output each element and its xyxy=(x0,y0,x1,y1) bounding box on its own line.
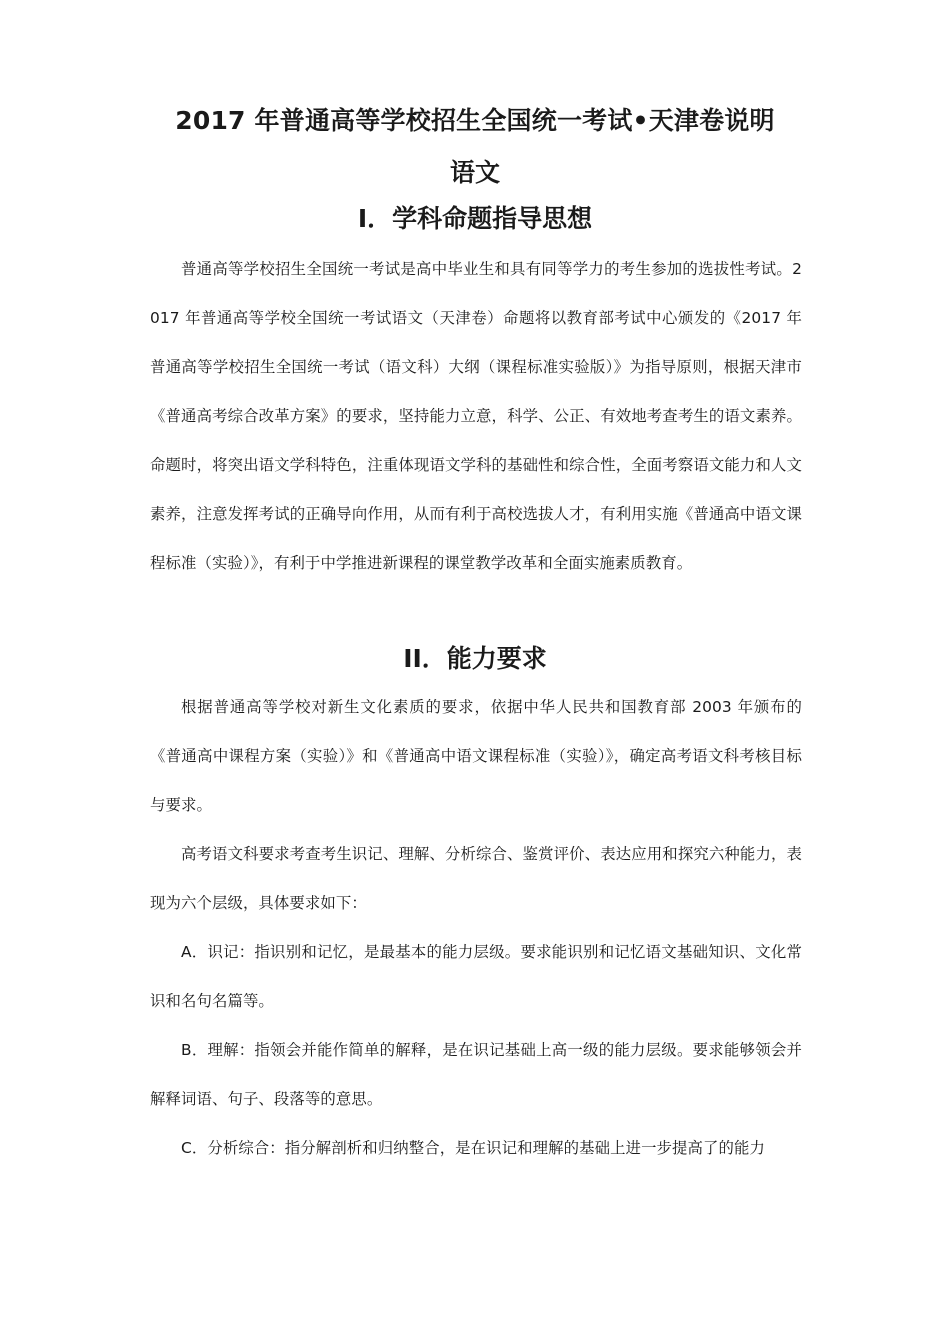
paragraph-guiding-principles: 普通高等学校招生全国统一考试是高中毕业生和具有同等学力的考生参加的选拔性考试。2017 年普通高等学校全国统一考试语文（天津卷）命题将以教育部考试中心颁发的《2017 年普通高等学校招生全国统一考试（语文科）大纲（课程标准实验版）》为指导原则，根据天津市《普通高考综合改革方案》的要求，坚持能力立意，科学、公正、有效地考查考生的语文素养。命题时，将突出语文学科特色，注重体现语文学科的基础性和综合性，全面考察语文能力和人文素养，注意发挥考试的正确导向作用，从而有利于高校选拔人才，有利用实施《普通高中语文课程标准（实验）》，有利于中学推进新课程的课堂教学改革和全面实施素质教育。 xyxy=(150,260,802,572)
paragraph-six-abilities: 高考语文科要求考查考生识记、理解、分析综合、鉴赏评价、表达应用和探究六种能力，表现为六个层级，具体要求如下： xyxy=(150,845,802,912)
paragraph-level-b: B．理解：指领会并能作简单的解释，是在识记基础上高一级的能力层级。要求能够领会并解释词语、句子、段落等的意思。 xyxy=(150,1041,802,1108)
paragraph-level-c: C．分析综合：指分解剖析和归纳整合，是在识记和理解的基础上进一步提高了的能力 xyxy=(181,1139,765,1157)
section-heading-ability-requirements: II．能力要求 xyxy=(403,644,547,673)
document-title: 2017 年普通高等学校招生全国统一考试•天津卷说明 xyxy=(175,106,775,135)
paragraph-basis: 根据普通高等学校对新生文化素质的要求，依据中华人民共和国教育部 2003 年颁布的《普通高中课程方案（实验）》和《普通高中语文课程标准（实验）》，确定高考语文科考核目标与要求。 xyxy=(150,698,802,814)
document-subject: 语文 xyxy=(449,158,500,187)
section-heading-guiding-principles: I．学科命题指导思想 xyxy=(357,204,593,233)
paragraph-level-a: A．识记：指识别和记忆，是最基本的能力层级。要求能识别和记忆语文基础知识、文化常识和名句名篇等。 xyxy=(150,943,802,1010)
